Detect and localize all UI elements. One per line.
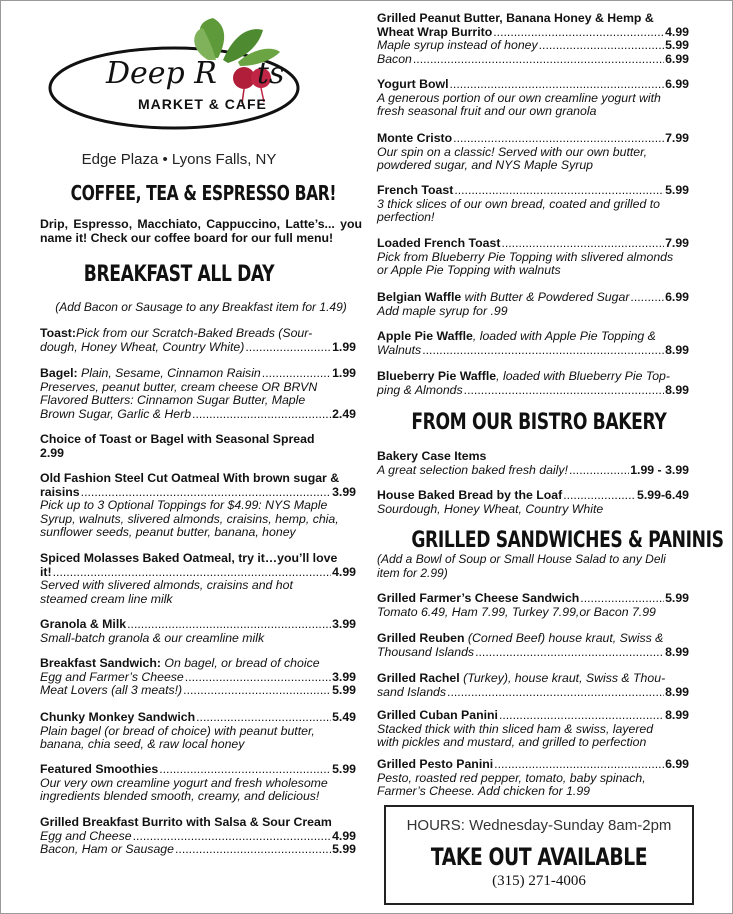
item-description: sunflower seeds, peanut butter, banana, honey bbox=[40, 525, 296, 540]
item-description: Tomato 6.49, Ham 7.99, Turkey 7.99,or Bacon 7.99 bbox=[377, 604, 656, 619]
dot-leader bbox=[630, 291, 664, 305]
item-description: (Turkey), house kraut, Swiss & Thou- bbox=[459, 671, 666, 685]
dot-leader bbox=[81, 486, 331, 500]
item-description: Sourdough, Honey Wheat, Country White bbox=[377, 501, 604, 516]
item-price: 8.99 bbox=[665, 342, 689, 357]
menu-line bbox=[377, 251, 689, 265]
item-description: Pesto, roasted red pepper, tomato, baby spinach, bbox=[377, 770, 646, 785]
menu-line bbox=[377, 211, 689, 225]
item-description: Our spin on a classic! Served with our own butter, bbox=[377, 144, 647, 159]
menu-line bbox=[40, 381, 356, 395]
item-description: Brown Sugar, Garlic & Herb bbox=[40, 406, 192, 421]
dot-leader bbox=[454, 184, 664, 198]
item-description: Small-batch granola & our creamline milk bbox=[40, 630, 265, 645]
item-description: sand Islands bbox=[377, 684, 447, 699]
item-description: , loaded with Blueberry Pie Top- bbox=[496, 369, 670, 383]
logo-subtitle: MARKET & CAFE bbox=[138, 96, 267, 112]
phone-number: (315) 271-4006 bbox=[492, 873, 586, 889]
menu-line bbox=[40, 341, 356, 355]
item-description: Thousand Islands bbox=[377, 644, 475, 659]
dot-leader bbox=[185, 671, 331, 685]
menu-line bbox=[40, 526, 356, 540]
item-description: Egg and Farmer’s Cheese bbox=[40, 669, 184, 684]
dot-leader bbox=[133, 830, 331, 844]
dot-leader bbox=[262, 367, 331, 381]
menu-item-farmers bbox=[377, 592, 689, 619]
item-price: 8.99 bbox=[665, 644, 689, 659]
dot-leader bbox=[563, 489, 636, 503]
menu-item-toast bbox=[40, 327, 356, 354]
dot-leader bbox=[447, 686, 664, 700]
item-price: 8.99 bbox=[665, 708, 689, 722]
menu-line bbox=[40, 579, 356, 593]
menu-item-loaded bbox=[377, 237, 689, 278]
dot-leader bbox=[539, 39, 664, 53]
location-text: Edge Plaza • Lyons Falls, NY bbox=[81, 151, 277, 168]
menu-line bbox=[377, 105, 689, 119]
item-name: 2.99 bbox=[40, 445, 64, 460]
menu-line bbox=[377, 772, 689, 786]
menu-item-chunky bbox=[40, 711, 356, 752]
menu-item-burrito bbox=[40, 816, 356, 857]
menu-line bbox=[377, 736, 689, 750]
menu-item-belgian bbox=[377, 291, 689, 318]
menu-line bbox=[40, 843, 356, 857]
dot-leader bbox=[499, 709, 664, 723]
item-name: Monte Cristo bbox=[377, 131, 453, 145]
menu-line bbox=[40, 408, 356, 422]
item-name: House Baked Bread by the Loaf bbox=[377, 488, 563, 502]
menu-line bbox=[377, 646, 689, 660]
menu-line bbox=[377, 78, 689, 92]
item-price: 5.99 bbox=[332, 683, 356, 698]
item-price: 5.99 bbox=[332, 762, 356, 776]
item-price: 5.99-6.49 bbox=[637, 488, 689, 502]
item-description: Preserves, peanut butter, cream cheese OR BRVN bbox=[40, 379, 318, 394]
item-description: Pick from our Scratch-Baked Breads (Sour- bbox=[75, 326, 313, 340]
menu-line bbox=[40, 367, 356, 381]
menu-line bbox=[377, 146, 689, 160]
menu-line bbox=[377, 264, 689, 278]
item-description: 3 thick slices of our own bread, coated and grilled to bbox=[377, 196, 660, 211]
menu-line bbox=[40, 790, 356, 804]
item-description: or Apple Pie Topping with walnuts bbox=[377, 263, 561, 278]
menu-line bbox=[377, 464, 689, 478]
menu-line bbox=[377, 305, 689, 319]
menu-item-molasses bbox=[40, 552, 356, 606]
item-description: powdered sugar, and NYS Maple Syrup bbox=[377, 158, 594, 173]
item-name: it! bbox=[40, 564, 52, 579]
menu-item-apple-waffle bbox=[377, 330, 689, 357]
menu-line bbox=[40, 327, 356, 341]
item-price: 2.49 bbox=[332, 406, 356, 421]
item-name: Grilled Peanut Butter, Banana Honey & Hemp & bbox=[377, 11, 654, 25]
menu-item-breakfast-sandwich bbox=[40, 657, 356, 698]
menu-line bbox=[40, 657, 356, 671]
item-description: , loaded with Apple Pie Topping & bbox=[472, 329, 656, 343]
item-name: Grilled Breakfast Burrito with Salsa & Sour Cream bbox=[40, 815, 332, 829]
menu-line bbox=[40, 711, 356, 725]
menu-line bbox=[377, 291, 689, 305]
dot-leader bbox=[453, 132, 664, 146]
menu-line bbox=[377, 184, 689, 198]
item-description: A generous portion of our own creamline yogurt with bbox=[377, 90, 661, 105]
item-description: banana, chia seed, & raw local honey bbox=[40, 737, 245, 752]
item-price: 3.99 bbox=[332, 669, 356, 684]
menu-line bbox=[377, 384, 689, 398]
menu-item-rachel bbox=[377, 672, 689, 699]
hours-text: HOURS: Wednesday-Sunday 8am-2pm bbox=[406, 817, 672, 834]
menu-line bbox=[377, 723, 689, 737]
menu-item-cuban bbox=[377, 709, 689, 750]
coffee-heading: COFFEE, TEA & ESPRESSO BAR! bbox=[70, 181, 337, 205]
item-name: Grilled Farmer’s Cheese Sandwich bbox=[377, 591, 580, 605]
dot-leader bbox=[450, 78, 665, 92]
menu-line bbox=[40, 472, 356, 486]
item-description: Stacked thick with thin sliced ham & swiss, layered bbox=[377, 721, 654, 736]
menu-line bbox=[40, 816, 356, 830]
item-name: Wheat Wrap Burrito bbox=[377, 24, 493, 39]
dot-leader bbox=[493, 26, 664, 40]
item-price: 4.99 bbox=[665, 24, 689, 39]
breakfast-heading: BREAKFAST ALL DAY bbox=[83, 262, 275, 287]
item-name: Grilled Rachel bbox=[377, 671, 460, 685]
menu-line bbox=[377, 785, 689, 799]
menu-item-case bbox=[377, 450, 689, 477]
dot-leader bbox=[580, 592, 664, 606]
item-price: 4.99 bbox=[332, 828, 356, 843]
menu-line bbox=[377, 370, 689, 384]
item-price: 3.99 bbox=[332, 617, 356, 631]
bakery-heading: FROM OUR BISTRO BAKERY bbox=[411, 410, 667, 435]
menu-line bbox=[377, 503, 689, 517]
menu-line bbox=[377, 92, 689, 106]
menu-item-smoothies bbox=[40, 763, 356, 804]
menu-line bbox=[377, 26, 689, 40]
menu-item-granola bbox=[40, 618, 356, 645]
item-price: 5.99 bbox=[665, 591, 689, 605]
menu-line bbox=[377, 606, 689, 620]
item-name: Breakfast Sandwich: bbox=[40, 656, 161, 670]
dot-leader bbox=[413, 53, 664, 67]
menu-item-yogurt bbox=[377, 78, 689, 119]
dot-leader bbox=[475, 646, 664, 660]
item-description: steamed cream line milk bbox=[40, 591, 173, 606]
menu-line bbox=[377, 632, 689, 646]
item-description: ingredients blended smooth, creamy, and delicious! bbox=[40, 789, 320, 804]
item-description: fresh seasonal fruit and our own granola bbox=[377, 104, 597, 119]
item-price: 6.99 bbox=[665, 77, 689, 91]
dot-leader bbox=[183, 684, 331, 698]
menu-line bbox=[377, 53, 689, 67]
item-description: Add maple syrup for .99 bbox=[377, 303, 508, 318]
menu-line bbox=[40, 447, 356, 461]
item-name: Belgian Waffle bbox=[377, 290, 462, 304]
menu-line bbox=[377, 330, 689, 344]
sandwiches-heading: GRILLED SANDWICHES & PANINIS bbox=[411, 528, 724, 553]
menu-item-pesto bbox=[377, 758, 689, 799]
logo bbox=[48, 18, 304, 130]
item-description: with Butter & Powdered Sugar bbox=[461, 290, 630, 304]
dot-leader bbox=[569, 464, 629, 478]
sandwiches-note: (Add a Bowl of Soup or Small House Salad to any Deli item for 2.99) bbox=[377, 552, 666, 580]
menu-line bbox=[377, 12, 689, 26]
hours-box bbox=[384, 805, 694, 905]
item-price: 7.99 bbox=[665, 131, 689, 145]
item-name: Spiced Molasses Baked Oatmeal, try it…you’ll love bbox=[40, 551, 338, 565]
item-description: Bacon, Ham or Sausage bbox=[40, 842, 174, 857]
menu-item-reuben bbox=[377, 632, 689, 659]
item-price: 8.99 bbox=[665, 382, 689, 397]
dot-leader bbox=[196, 711, 331, 725]
menu-item-blueberry-waffle bbox=[377, 370, 689, 397]
item-name: Old Fashion Steel Cut Oatmeal With brown sugar & bbox=[40, 471, 340, 485]
menu-line bbox=[40, 566, 356, 580]
menu-line bbox=[40, 738, 356, 752]
item-name: Bakery Case Items bbox=[377, 449, 487, 463]
item-description: Flavored Butters: Cinnamon Sugar Butter, Maple bbox=[40, 393, 306, 408]
menu-line bbox=[377, 39, 689, 53]
dot-leader bbox=[501, 237, 664, 251]
menu-line bbox=[40, 593, 356, 607]
item-description: Bacon bbox=[377, 51, 412, 66]
menu-line bbox=[40, 830, 356, 844]
menu-line bbox=[40, 499, 356, 513]
menu-item-loaf bbox=[377, 489, 689, 516]
menu-line bbox=[40, 671, 356, 685]
item-name: Granola & Milk bbox=[40, 617, 127, 631]
item-name: Yogurt Bowl bbox=[377, 77, 449, 91]
item-description: Plain bagel (or bread of choice) with peanut butter, bbox=[40, 723, 315, 738]
item-name: Loaded French Toast bbox=[377, 236, 501, 250]
item-description: Syrup, walnuts, slivered almonds, craisins, hemp, chia, bbox=[40, 511, 339, 526]
logo-name-part2: ts bbox=[256, 56, 285, 91]
menu-line bbox=[40, 433, 356, 447]
item-price: 8.99 bbox=[665, 684, 689, 699]
menu-line bbox=[40, 513, 356, 527]
menu-item-oatmeal bbox=[40, 472, 356, 540]
item-price: 5.99 bbox=[665, 38, 689, 53]
item-description: Plain, Sesame, Cinnamon Raisin bbox=[77, 366, 261, 380]
item-name: Chunky Monkey Sandwich bbox=[40, 710, 196, 724]
dot-leader bbox=[494, 758, 664, 772]
item-description: ping & Almonds bbox=[377, 382, 463, 397]
menu-line bbox=[40, 725, 356, 739]
menu-item-bagel bbox=[40, 367, 356, 421]
menu-line bbox=[377, 159, 689, 173]
item-price: 6.99 bbox=[665, 290, 689, 304]
item-description: Pick up to 3 Optional Toppings for $4.99: NYS Maple bbox=[40, 498, 328, 513]
menu-line bbox=[40, 486, 356, 500]
item-name: Grilled Pesto Panini bbox=[377, 757, 494, 771]
menu-line bbox=[377, 344, 689, 358]
item-name: Featured Smoothies bbox=[40, 762, 159, 776]
menu-line bbox=[377, 758, 689, 772]
menu-line bbox=[377, 132, 689, 146]
menu-line bbox=[40, 763, 356, 777]
item-price: 5.99 bbox=[665, 183, 689, 197]
item-description: Farmer’s Cheese. Add chicken for 1.99 bbox=[377, 784, 591, 799]
item-description: Meat Lovers (all 3 meats!) bbox=[40, 683, 183, 698]
item-price: 3.99 bbox=[332, 484, 356, 499]
dot-leader bbox=[464, 384, 664, 398]
item-price: 4.99 bbox=[332, 564, 356, 579]
item-name: Toast: bbox=[40, 326, 76, 340]
menu-item-monte bbox=[377, 132, 689, 173]
item-name: Grilled Reuben bbox=[377, 631, 465, 645]
dot-leader bbox=[192, 408, 331, 422]
item-price: 1.99 bbox=[332, 366, 356, 380]
item-price: 5.99 bbox=[332, 842, 356, 857]
menu-line bbox=[40, 684, 356, 698]
item-description: On bagel, or bread of choice bbox=[160, 656, 320, 670]
menu-item-french bbox=[377, 184, 689, 225]
dot-leader bbox=[127, 618, 331, 632]
item-price: 6.99 bbox=[665, 51, 689, 66]
menu-line bbox=[377, 237, 689, 251]
menu-line bbox=[377, 489, 689, 503]
item-description: dough, Honey Wheat, Country White) bbox=[40, 339, 245, 354]
item-price: 1.99 - 3.99 bbox=[630, 462, 689, 477]
menu-item-toast-spread bbox=[40, 433, 356, 460]
item-name: Bagel: bbox=[40, 366, 78, 380]
item-description: Our very own creamline yogurt and fresh wholesome bbox=[40, 775, 328, 790]
menu-item-pb-burrito bbox=[377, 12, 689, 66]
menu-line bbox=[377, 198, 689, 212]
dot-leader bbox=[159, 763, 331, 777]
menu-line bbox=[377, 672, 689, 686]
menu-line bbox=[40, 632, 356, 646]
item-description: Served with slivered almonds, craisins and hot bbox=[40, 578, 293, 593]
dot-leader bbox=[245, 341, 331, 355]
item-description: (Corned Beef) house kraut, Swiss & bbox=[464, 631, 664, 645]
item-description: Egg and Cheese bbox=[40, 828, 132, 843]
menu-line bbox=[377, 686, 689, 700]
menu-line bbox=[40, 618, 356, 632]
coffee-text: Drip, Espresso, Macchiato, Cappuccino, Latte’s... you name it! Check our coffee board for our full menu! bbox=[40, 217, 362, 245]
item-name: French Toast bbox=[377, 183, 454, 197]
item-name: Choice of Toast or Bagel with Seasonal Spread bbox=[40, 432, 315, 446]
item-price: 7.99 bbox=[665, 236, 689, 250]
menu-line bbox=[377, 592, 689, 606]
menu-line bbox=[377, 450, 689, 464]
item-description: Maple syrup instead of honey bbox=[377, 38, 538, 53]
item-description: with pickles and mustard, and grilled to perfection bbox=[377, 735, 647, 750]
item-description: Walnuts bbox=[377, 342, 422, 357]
item-name: Apple Pie Waffle bbox=[377, 329, 473, 343]
item-description: A great selection baked fresh daily! bbox=[377, 462, 568, 477]
item-description: perfection! bbox=[377, 210, 435, 225]
item-name: Blueberry Pie Waffle bbox=[377, 369, 497, 383]
dot-leader bbox=[422, 344, 664, 358]
takeout-text: TAKE OUT AVAILABLE bbox=[430, 843, 648, 871]
dot-leader bbox=[53, 566, 331, 580]
logo-name-part1: Deep R bbox=[106, 56, 217, 91]
breakfast-note: (Add Bacon or Sausage to any Breakfast item for 1.49) bbox=[55, 300, 347, 314]
item-name: raisins bbox=[40, 484, 80, 499]
item-price: 6.99 bbox=[665, 757, 689, 771]
item-price: 1.99 bbox=[332, 339, 356, 354]
menu-line bbox=[40, 777, 356, 791]
item-price: 5.49 bbox=[332, 710, 356, 724]
menu-line bbox=[40, 552, 356, 566]
dot-leader bbox=[175, 843, 331, 857]
item-name: Grilled Cuban Panini bbox=[377, 708, 498, 722]
menu-line bbox=[40, 394, 356, 408]
item-description: Pick from Blueberry Pie Topping with slivered almonds bbox=[377, 249, 674, 264]
menu-line bbox=[377, 709, 689, 723]
